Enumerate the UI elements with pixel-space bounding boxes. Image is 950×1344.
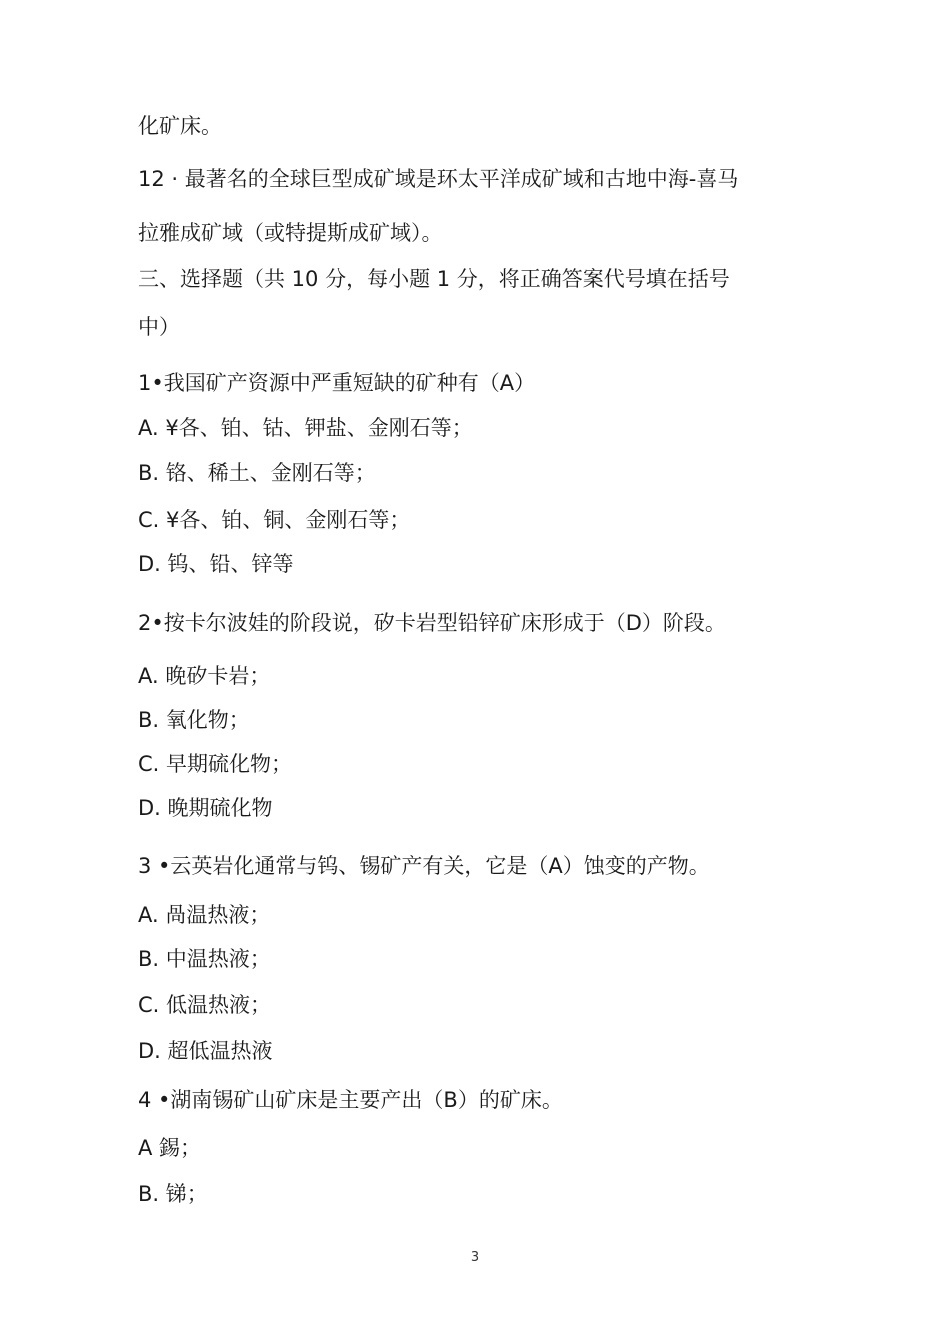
question-1-option-c: C. ¥各、铂、铜、金刚石等；: [138, 508, 411, 532]
question-3-option-d: D. 超低温热液: [138, 1039, 273, 1063]
page-number: 3: [470, 1250, 480, 1265]
question-4-option-b: B. 锑；: [138, 1182, 208, 1206]
question-1-option-d: D. 钨、铅、锌等: [138, 552, 294, 576]
question-4-option-a: A 錫；: [138, 1136, 202, 1160]
question-2-option-c: C. 早期硫化物；: [138, 752, 293, 776]
text-line: 化矿床。: [138, 114, 222, 138]
question-3-option-b: B. 中温热液；: [138, 947, 271, 971]
question-2-option-a: A. 晚矽卡岩；: [138, 664, 271, 688]
text-line: 拉雅成矿域（或特提斯成矿域）。: [138, 221, 443, 245]
question-2-option-b: B. 氧化物；: [138, 708, 250, 732]
question-3-option-c: C. 低温热液；: [138, 993, 272, 1017]
question-1-option-a: A. ¥各、铂、钴、钾盐、金刚石等；: [138, 416, 473, 440]
section-heading: 三、选择题（共 10 分，每小题 1 分，将正确答案代号填在括号: [138, 267, 730, 291]
text-line: 中）: [138, 315, 180, 339]
question-1-option-b: B. 铬、稀土、金刚石等；: [138, 461, 376, 485]
question-3-option-a: A. 咼温热液；: [138, 903, 271, 927]
text-line: 12 · 最著名的全球巨型成矿域是环太平洋成矿域和古地中海-喜马: [138, 167, 739, 191]
question-3: 3 •云英岩化通常与钨、锡矿产有关，它是（A）蚀变的产物。: [138, 854, 710, 878]
question-4: 4 •湖南锡矿山矿床是主要产出（B）的矿床。: [138, 1088, 563, 1112]
question-1: 1•我国矿产资源中严重短缺的矿种有（A）: [138, 371, 536, 395]
question-2: 2•按卡尔波娃的阶段说，矽卡岩型铅锌矿床形成于（D）阶段。: [138, 611, 726, 635]
question-2-option-d: D. 晚期硫化物: [138, 796, 273, 820]
